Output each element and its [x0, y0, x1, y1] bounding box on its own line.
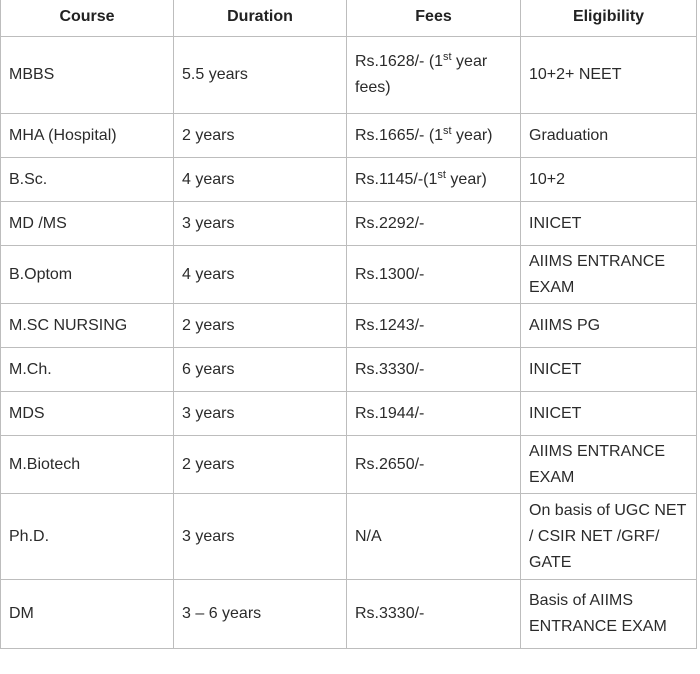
- cell-eligibility: INICET: [521, 348, 697, 392]
- table-row: [1, 158, 697, 202]
- fees-superscript: st: [443, 124, 452, 137]
- table-row: [1, 304, 697, 348]
- table-row: [1, 202, 697, 246]
- cell-course: MD /MS: [1, 202, 174, 246]
- header-fees: Fees: [347, 0, 521, 37]
- cell-course: B.Sc.: [1, 158, 174, 202]
- fees-text-suffix: year): [445, 170, 487, 188]
- cell-duration: 2 years: [174, 114, 347, 158]
- table-row: [1, 348, 697, 392]
- cell-fees: Rs.3330/-: [347, 348, 521, 392]
- cell-eligibility: Graduation: [521, 114, 697, 158]
- header-course: Course: [1, 0, 174, 37]
- cell-duration: 3 years: [174, 494, 347, 580]
- cell-duration: 2 years: [174, 436, 347, 494]
- cell-course: M.Biotech: [1, 436, 174, 494]
- table-header-row: [1, 0, 697, 37]
- table-row: [1, 580, 697, 649]
- cell-course: M.Ch.: [1, 348, 174, 392]
- cell-eligibility: INICET: [521, 392, 697, 436]
- cell-eligibility: 10+2+ NEET: [521, 37, 697, 114]
- fees-superscript: st: [437, 168, 446, 181]
- cell-course: MBBS: [1, 37, 174, 114]
- cell-fees: Rs.1300/-: [347, 246, 521, 304]
- cell-course: MDS: [1, 392, 174, 436]
- cell-course: Ph.D.: [1, 494, 174, 580]
- cell-duration: 3 years: [174, 392, 347, 436]
- cell-fees: Rs.3330/-: [347, 580, 521, 649]
- table-row: [1, 392, 697, 436]
- cell-duration: 3 – 6 years: [174, 580, 347, 649]
- cell-duration: 2 years: [174, 304, 347, 348]
- cell-fees: [347, 114, 521, 158]
- cell-fees: N/A: [347, 494, 521, 580]
- cell-eligibility: 10+2: [521, 158, 697, 202]
- cell-duration: 3 years: [174, 202, 347, 246]
- cell-duration: 4 years: [174, 158, 347, 202]
- cell-fees: [347, 37, 521, 114]
- fees-superscript: st: [443, 51, 452, 63]
- fees-text: Rs.1665/- (1: [355, 126, 444, 144]
- table-row: [1, 436, 697, 494]
- cell-duration: 4 years: [174, 246, 347, 304]
- cell-duration: 6 years: [174, 348, 347, 392]
- cell-fees: [347, 158, 521, 202]
- table-row: [1, 37, 697, 114]
- cell-fees: Rs.2292/-: [347, 202, 521, 246]
- fees-text-suffix: year fees): [355, 53, 488, 96]
- table-row: [1, 246, 697, 304]
- fees-text: Rs.1628/- (1: [355, 53, 444, 70]
- fees-text-suffix: year): [451, 126, 493, 144]
- table-row: [1, 114, 697, 158]
- cell-eligibility: AIIMS ENTRANCE EXAM: [521, 436, 697, 494]
- cell-course: B.Optom: [1, 246, 174, 304]
- cell-eligibility: INICET: [521, 202, 697, 246]
- fees-text: Rs.1145/-(1: [355, 170, 438, 188]
- cell-eligibility: AIIMS ENTRANCE EXAM: [521, 246, 697, 304]
- header-eligibility: Eligibility: [521, 0, 697, 37]
- cell-fees: Rs.1944/-: [347, 392, 521, 436]
- header-duration: Duration: [174, 0, 347, 37]
- cell-course: M.SC NURSING: [1, 304, 174, 348]
- cell-eligibility: On basis of UGC NET / CSIR NET /GRF/ GATE: [521, 494, 697, 580]
- cell-eligibility: AIIMS PG: [521, 304, 697, 348]
- cell-fees: Rs.2650/-: [347, 436, 521, 494]
- cell-duration: 5.5 years: [174, 37, 347, 114]
- cell-course: MHA (Hospital): [1, 114, 174, 158]
- cell-fees: Rs.1243/-: [347, 304, 521, 348]
- cell-course: DM: [1, 580, 174, 649]
- table-row: [1, 494, 697, 580]
- cell-eligibility: Basis of AIIMS ENTRANCE EXAM: [521, 580, 697, 649]
